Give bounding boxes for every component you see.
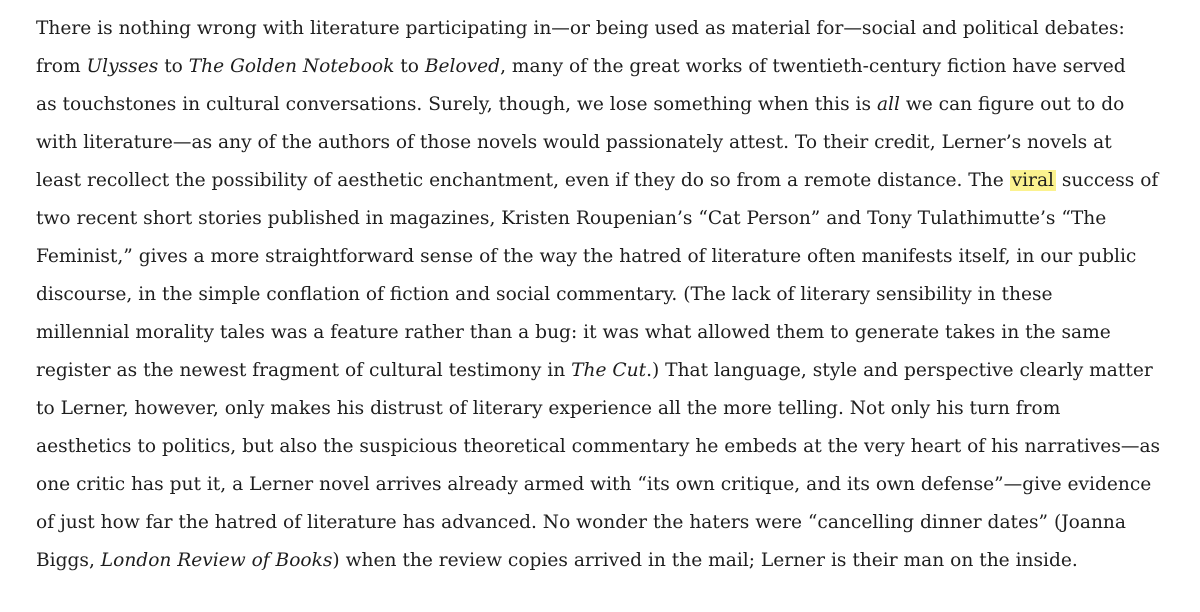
italic-title: Ulysses: [86, 56, 159, 77]
text-line: [36, 314, 1164, 352]
text-line: [36, 238, 1164, 276]
text-run: two recent short stories published in magazines, Kristen Roupenian’s “Cat Person” and Tony Tulathimutte’s “The: [36, 208, 1107, 229]
text-run: Feminist,” gives a more straightforward sense of the way the hatred of literature often manifests itself, in our public: [36, 246, 1137, 267]
text-run: Biggs,: [36, 550, 101, 571]
highlighted-word: viral: [1011, 170, 1054, 191]
text-line: [36, 504, 1164, 542]
text-run: to: [394, 56, 425, 77]
text-line: [36, 124, 1164, 162]
italic-title: The Cut: [571, 360, 647, 381]
text-run: to: [158, 56, 189, 77]
text-line: [36, 48, 1164, 86]
text-run: .) That language, style and perspective clearly matter: [646, 360, 1153, 381]
text-run: of just how far the hatred of literature has advanced. No wonder the haters were “cancelling dinner dates” (Joanna: [36, 512, 1126, 533]
text-line: [36, 276, 1164, 314]
text-run: register as the newest fragment of cultural testimony in: [36, 360, 572, 381]
text-run: success of: [1055, 170, 1159, 191]
text-run: least recollect the possibility of aesthetic enchantment, even if they do so from a remote distance. The: [36, 170, 1010, 191]
text-run: ) when the review copies arrived in the mail; Lerner is their man on the inside.: [332, 550, 1078, 571]
text-run: discourse, in the simple conflation of fiction and social commentary. (The lack of literary sensibility in these: [36, 284, 1053, 305]
italic-title: Beloved: [424, 56, 501, 77]
text-line: [36, 200, 1164, 238]
text-run: to Lerner, however, only makes his distrust of literary experience all the more telling. Not only his turn from: [36, 398, 1061, 419]
article-paragraph: [36, 10, 1164, 580]
text-run: as touchstones in cultural conversations. Surely, though, we lose something when this is: [36, 94, 877, 115]
text-line: [36, 466, 1164, 504]
italic-title: all: [876, 94, 900, 115]
text-line: [36, 542, 1164, 580]
text-run: aesthetics to politics, but also the suspicious theoretical commentary he embeds at the very heart of his narratives—as: [36, 436, 1161, 457]
text-line: [36, 428, 1164, 466]
text-run: There is nothing wrong with literature participating in—or being used as material for—social and political debates:: [36, 18, 1125, 39]
text-run: with literature—as any of the authors of those novels would passionately attest. To their credit, Lerner’s novels at: [36, 132, 1112, 153]
italic-title: London Review of Books: [100, 550, 333, 571]
text-run: one critic has put it, a Lerner novel arrives already armed with “its own critique, and its own defense”—give evidence: [36, 474, 1152, 495]
text-line: [36, 10, 1164, 48]
text-run: , many of the great works of twentieth-century fiction have served: [500, 56, 1126, 77]
text-run: from: [36, 56, 87, 77]
text-run: we can figure out to do: [899, 94, 1125, 115]
text-line: [36, 162, 1164, 200]
italic-title: The Golden Notebook: [188, 56, 395, 77]
text-line: [36, 352, 1164, 390]
text-line: [36, 86, 1164, 124]
text-line: [36, 390, 1164, 428]
text-run: millennial morality tales was a feature rather than a bug: it was what allowed them to generate takes in the same: [36, 322, 1111, 343]
